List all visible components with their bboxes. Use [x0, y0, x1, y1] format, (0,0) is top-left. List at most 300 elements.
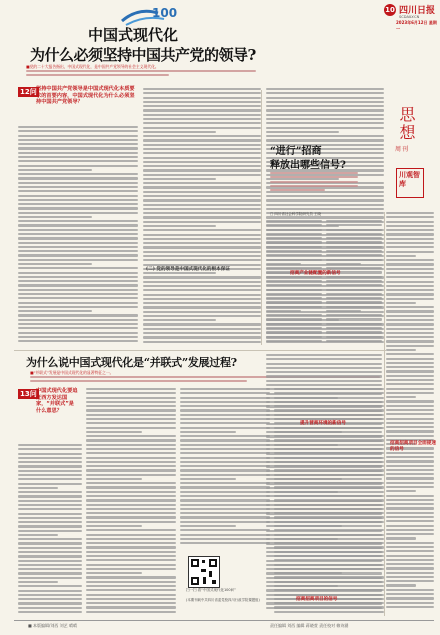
- body-text-line: [180, 465, 270, 467]
- body-text-line: [266, 572, 382, 574]
- body-text-line: [143, 341, 261, 343]
- body-text-line: [143, 92, 261, 94]
- body-text-line: [18, 280, 138, 282]
- body-text-line: [143, 276, 261, 278]
- body-text-line: [386, 328, 434, 330]
- body-text-line: [386, 251, 434, 253]
- body-text-line: [143, 122, 261, 124]
- body-text-line: [386, 533, 434, 535]
- body-text-line: [266, 397, 338, 399]
- body-text-line: [386, 452, 434, 454]
- body-text-line: [18, 461, 82, 463]
- body-text-line: [86, 581, 176, 583]
- body-text-line: [386, 375, 434, 377]
- body-text-line: [18, 530, 82, 532]
- body-text-line: [180, 452, 270, 454]
- body-text-line: [386, 225, 434, 227]
- body-text-line: [386, 315, 434, 317]
- body-text-line: [386, 285, 434, 287]
- body-text-line: [266, 487, 382, 489]
- body-text-line: [180, 439, 270, 441]
- article2-caption: (本期刊载中共四川省委党校四川行政学院课题组): [186, 598, 260, 602]
- body-text-line: [386, 563, 434, 565]
- body-text-line: [386, 306, 434, 308]
- body-text-line: [180, 461, 270, 463]
- body-text-line: [386, 281, 434, 283]
- body-text-line: [386, 555, 434, 557]
- body-text-line: [86, 611, 176, 613]
- body-text-line: [386, 212, 434, 214]
- body-text-line: [18, 594, 82, 596]
- body-text-line: [386, 340, 434, 342]
- body-text-line: [143, 195, 261, 197]
- body-text-line: [143, 336, 261, 338]
- body-text-line: [266, 504, 382, 506]
- body-text-line: [143, 302, 261, 304]
- body-text-line: [143, 109, 261, 111]
- column-divider: [261, 90, 262, 345]
- body-text-line: [18, 212, 138, 214]
- body-text-line: [326, 241, 382, 243]
- body-text-line: [266, 542, 382, 544]
- body-text-line: [18, 229, 138, 231]
- body-text-line: [266, 388, 382, 390]
- body-text-line: [18, 560, 82, 562]
- body-text-line: [386, 422, 434, 424]
- body-text-line: [266, 114, 384, 116]
- body-text-line: [86, 401, 176, 403]
- body-text-line: [86, 474, 176, 476]
- body-text-line: [18, 250, 138, 252]
- body-text-line: [326, 220, 382, 222]
- body-text-line: [266, 267, 322, 269]
- body-text-line: [266, 118, 384, 120]
- body-text-line: [326, 306, 382, 308]
- body-text-line: [86, 546, 176, 548]
- body-text-line: [386, 293, 434, 295]
- body-text-line: [386, 469, 434, 471]
- body-text-line: [18, 190, 138, 192]
- body-text-line: [18, 521, 82, 523]
- body-text-line: [266, 88, 384, 90]
- body-text-line: [180, 392, 270, 394]
- body-text-line: [180, 486, 270, 488]
- body-text-line: [386, 593, 434, 595]
- body-text-line: [86, 559, 176, 561]
- body-text-line: [386, 516, 434, 518]
- body-text-line: [386, 366, 434, 368]
- body-text-line: [386, 430, 434, 432]
- qr-code-icon: [189, 557, 219, 587]
- body-text-line: [18, 457, 82, 459]
- body-text-line: [86, 405, 176, 407]
- body-text-line: [18, 220, 138, 222]
- body-text-line: [143, 251, 261, 253]
- body-text-line: [266, 465, 382, 467]
- body-text-line: [266, 577, 382, 579]
- body-text-line: [143, 135, 261, 137]
- body-text-line: [266, 131, 339, 133]
- body-text-line: [386, 486, 434, 488]
- body-text-line: [18, 487, 58, 489]
- body-text-line: [386, 409, 434, 411]
- body-text-line: [86, 551, 176, 553]
- body-text-line: [266, 314, 322, 316]
- body-text-line: [143, 246, 261, 248]
- body-text-line: [326, 331, 382, 333]
- body-text-line: [18, 302, 138, 304]
- body-text-line: [386, 302, 416, 304]
- body-text-line: [18, 336, 138, 338]
- body-text-line: [326, 323, 382, 325]
- body-text-line: [180, 495, 270, 497]
- body-text-line: [386, 310, 434, 312]
- body-text-line: [386, 507, 434, 509]
- body-text-line: [143, 101, 261, 103]
- body-text-line: [266, 358, 382, 360]
- body-text-line: [326, 284, 382, 286]
- body-text-line: [143, 332, 261, 334]
- body-text-line: [18, 130, 138, 132]
- right-column-divider: [384, 212, 385, 616]
- body-text-line: [326, 259, 382, 261]
- body-text-line: [86, 585, 176, 587]
- body-text-line: [266, 440, 382, 442]
- body-text-line: [386, 396, 416, 398]
- body-text-line: [18, 199, 138, 201]
- qr-code-block[interactable]: [188, 556, 220, 588]
- body-text-line: [143, 259, 261, 261]
- body-text-line: [266, 220, 322, 222]
- body-text-line: [18, 332, 138, 334]
- body-text-line: [386, 589, 434, 591]
- article2-title: 为什么说中国式现代化是“并联式”发展过程?: [26, 356, 237, 369]
- logo-number: 100: [152, 6, 178, 20]
- article1-intro-lines: [26, 70, 256, 79]
- article3-title-line2: 释放出哪些信号?: [270, 160, 346, 171]
- body-text-line: [18, 169, 92, 171]
- body-text-line: [143, 199, 261, 201]
- body-text-line: [86, 469, 176, 471]
- body-text-line: [18, 237, 138, 239]
- body-text-line: [266, 495, 382, 497]
- body-text-line: [266, 327, 322, 329]
- body-text-line: [18, 611, 82, 613]
- body-text-line: [266, 517, 382, 519]
- body-text-line: [18, 224, 138, 226]
- body-text-line: [180, 521, 270, 523]
- body-text-line: [143, 306, 261, 308]
- qa-question-text-2: 中国式现代化要追赶西方发达国家，“并联式”是什么意思？: [36, 388, 78, 414]
- body-text-line: [386, 255, 416, 257]
- body-text-line: [266, 530, 382, 532]
- article3-subheading-1: 招商产业链配置的新信号: [290, 271, 341, 276]
- body-text-line: [18, 156, 138, 158]
- body-text-line: [18, 203, 138, 205]
- page-number: 10: [385, 6, 395, 14]
- body-text-line: [18, 327, 138, 329]
- body-text-line: [18, 272, 138, 274]
- body-text-line: [386, 379, 434, 381]
- body-text-line: [180, 538, 270, 540]
- section-title: [395, 106, 431, 153]
- body-text-line: [180, 499, 270, 501]
- body-text-line: [266, 607, 382, 609]
- body-text-line: [386, 345, 434, 347]
- article3-subheading-2: 提升营商环境的新信号: [300, 421, 346, 426]
- body-text-line: [326, 314, 382, 316]
- body-text-line: [18, 139, 138, 141]
- article3-lead: [270, 172, 358, 193]
- body-text-line: [266, 135, 384, 137]
- article1-col2: [143, 88, 261, 346]
- body-text-line: [143, 165, 261, 167]
- body-text-line: [18, 314, 138, 316]
- body-text-line: [386, 242, 434, 244]
- body-text-line: [266, 512, 382, 514]
- body-text-line: [266, 470, 382, 472]
- body-text-line: [386, 426, 434, 428]
- body-text-line: [386, 495, 434, 497]
- body-text-line: [386, 490, 416, 492]
- body-text-line: [18, 555, 82, 557]
- body-text-line: [386, 323, 434, 325]
- date-line: 2023年6月12日 星期一: [396, 20, 437, 31]
- body-text-line: [386, 370, 434, 372]
- body-text-line: [386, 567, 434, 569]
- body-text-line: [18, 177, 138, 179]
- body-text-line: [86, 529, 176, 531]
- body-text-line: [86, 478, 142, 480]
- body-text-line: [386, 413, 434, 415]
- body-text-line: [266, 237, 322, 239]
- body-text-line: [18, 517, 82, 519]
- body-text-line: [18, 284, 138, 286]
- body-text-line: [386, 388, 434, 390]
- body-text-line: [386, 572, 434, 574]
- body-text-line: [266, 246, 322, 248]
- body-text-line: [180, 435, 270, 437]
- body-text-line: [266, 547, 382, 549]
- body-text-line: [18, 577, 82, 579]
- body-text-line: [18, 568, 82, 570]
- body-text-line: [18, 173, 138, 175]
- body-text-line: [86, 461, 176, 463]
- body-text-line: [386, 537, 416, 539]
- body-text-line: [266, 199, 384, 201]
- article3-col-b: [326, 220, 382, 345]
- body-text-line: [18, 152, 138, 154]
- body-text-line: [143, 255, 261, 257]
- body-text-line: [86, 427, 176, 429]
- body-text-line: [180, 457, 270, 459]
- body-text-line: [266, 452, 382, 454]
- body-text-line: [180, 444, 270, 446]
- body-text-line: [386, 418, 434, 420]
- body-text-line: [18, 276, 138, 278]
- body-text-line: [86, 491, 176, 493]
- body-text-line: [386, 584, 416, 586]
- body-text-line: [143, 152, 261, 154]
- body-text-line: [180, 397, 270, 399]
- body-text-line: [386, 358, 434, 360]
- body-text-line: [143, 191, 261, 193]
- body-text-line: [386, 576, 434, 578]
- body-text-line: [86, 576, 176, 578]
- body-text-line: [266, 301, 322, 303]
- article3-col-c: [386, 212, 434, 616]
- body-text-line: [266, 444, 338, 446]
- body-text-line: [143, 204, 261, 206]
- body-text-line: [18, 143, 138, 145]
- body-text-line: [266, 457, 382, 459]
- body-text-line: [266, 241, 322, 243]
- body-text-line: [18, 453, 82, 455]
- body-text-line: [18, 310, 92, 312]
- body-text-line: [266, 508, 382, 510]
- body-text-line: [386, 550, 434, 552]
- body-text-line: [18, 135, 138, 137]
- body-text-line: [386, 319, 434, 321]
- body-text-line: [143, 169, 261, 171]
- body-text-line: [86, 538, 176, 540]
- body-text-line: [266, 97, 384, 99]
- footer-editors: 责任编辑 刘西 编辑 蒋晓萱 责任校对 赖诗涵: [270, 623, 349, 628]
- body-text-line: [386, 259, 434, 261]
- body-text-line: [326, 297, 382, 299]
- body-text-line: [326, 327, 382, 329]
- body-text-line: [266, 367, 382, 369]
- body-text-line: [143, 238, 261, 240]
- body-text-line: [386, 602, 434, 604]
- body-text-line: [143, 242, 261, 244]
- body-text-line: [143, 289, 261, 291]
- body-text-line: [266, 92, 384, 94]
- body-text-line: [180, 448, 270, 450]
- body-text-line: [386, 362, 434, 364]
- body-text-line: [386, 353, 434, 355]
- body-text-line: [180, 431, 236, 433]
- body-text-line: [326, 318, 382, 320]
- page-number-badge: [384, 4, 396, 16]
- body-text-line: [266, 551, 382, 553]
- body-text-line: [86, 542, 176, 544]
- body-text-line: [143, 114, 261, 116]
- body-text-line: [386, 349, 416, 351]
- body-text-line: [143, 178, 216, 180]
- body-text-line: [143, 285, 261, 287]
- body-text-line: [326, 301, 382, 303]
- article2-col1: [18, 444, 82, 616]
- body-text-line: [266, 109, 384, 111]
- body-text-line: [18, 267, 138, 269]
- body-text-line: [86, 525, 142, 527]
- body-text-line: [386, 580, 434, 582]
- body-text-line: [18, 319, 138, 321]
- body-text-line: [266, 336, 322, 338]
- body-text-line: [386, 460, 434, 462]
- body-text-line: [266, 250, 322, 252]
- body-text-line: [18, 513, 82, 515]
- body-text-line: [143, 139, 261, 141]
- body-text-line: [266, 589, 382, 591]
- body-text-line: [86, 431, 142, 433]
- body-text-line: [143, 131, 216, 133]
- body-text-line: [18, 195, 138, 197]
- body-text-line: [86, 495, 176, 497]
- body-text-line: [18, 259, 138, 261]
- body-text-line: [143, 174, 261, 176]
- body-text-line: [18, 538, 82, 540]
- body-text-line: [266, 384, 382, 386]
- body-text-line: [266, 534, 382, 536]
- body-text-line: [266, 521, 382, 523]
- body-text-line: [180, 525, 236, 527]
- body-text-line: [143, 97, 261, 99]
- body-text-line: [86, 414, 176, 416]
- body-text-line: [386, 298, 434, 300]
- article3-col-d: [266, 354, 382, 616]
- body-text-line: [266, 354, 382, 356]
- body-text-line: [180, 401, 270, 403]
- qa-number-badge: 12问: [20, 88, 37, 96]
- body-text-line: [386, 525, 434, 527]
- body-text-line: [266, 323, 322, 325]
- body-text-line: [18, 590, 82, 592]
- body-text-line: [86, 448, 176, 450]
- body-text-line: [266, 560, 382, 562]
- body-text-line: [386, 606, 434, 608]
- body-text-line: [266, 375, 382, 377]
- body-text-line: [86, 482, 176, 484]
- body-text-line: [266, 380, 382, 382]
- body-text-line: [18, 581, 58, 583]
- column-name: 川观智库: [399, 171, 420, 188]
- body-text-line: [143, 272, 216, 274]
- body-text-line: [86, 602, 176, 604]
- body-text-line: [86, 564, 176, 566]
- body-text-line: [86, 606, 176, 608]
- body-text-line: [18, 216, 92, 218]
- body-text-line: [86, 508, 176, 510]
- article1-col1: [18, 126, 138, 346]
- body-text-line: [180, 482, 270, 484]
- footer-divider: [14, 620, 434, 621]
- article1-title-line1: 中国式现代化: [88, 26, 179, 44]
- body-text-line: [143, 323, 261, 325]
- body-text-line: [180, 529, 270, 531]
- body-text-line: [18, 263, 92, 265]
- qa-question-text: 坚持中国共产党领导是中国式现代化本质要求的首要内容，中国式现代化为什么必须坚持中国共产党领导？: [36, 86, 135, 106]
- body-text-line: [386, 512, 434, 514]
- body-text-line: [18, 525, 82, 527]
- body-text-line: [266, 340, 322, 342]
- body-text-line: [180, 504, 270, 506]
- body-text-line: [266, 401, 382, 403]
- body-text-line: [266, 585, 338, 587]
- body-text-line: [266, 280, 322, 282]
- body-text-line: [86, 572, 142, 574]
- body-text-line: [266, 393, 382, 395]
- body-text-line: [266, 581, 382, 583]
- body-text-line: [18, 444, 82, 446]
- body-text-line: [266, 101, 384, 103]
- body-text-line: [86, 521, 176, 523]
- qa-number-badge-2: 13问: [20, 390, 37, 398]
- body-text-line: [143, 144, 261, 146]
- body-text-line: [266, 122, 384, 124]
- body-text-line: [18, 598, 82, 600]
